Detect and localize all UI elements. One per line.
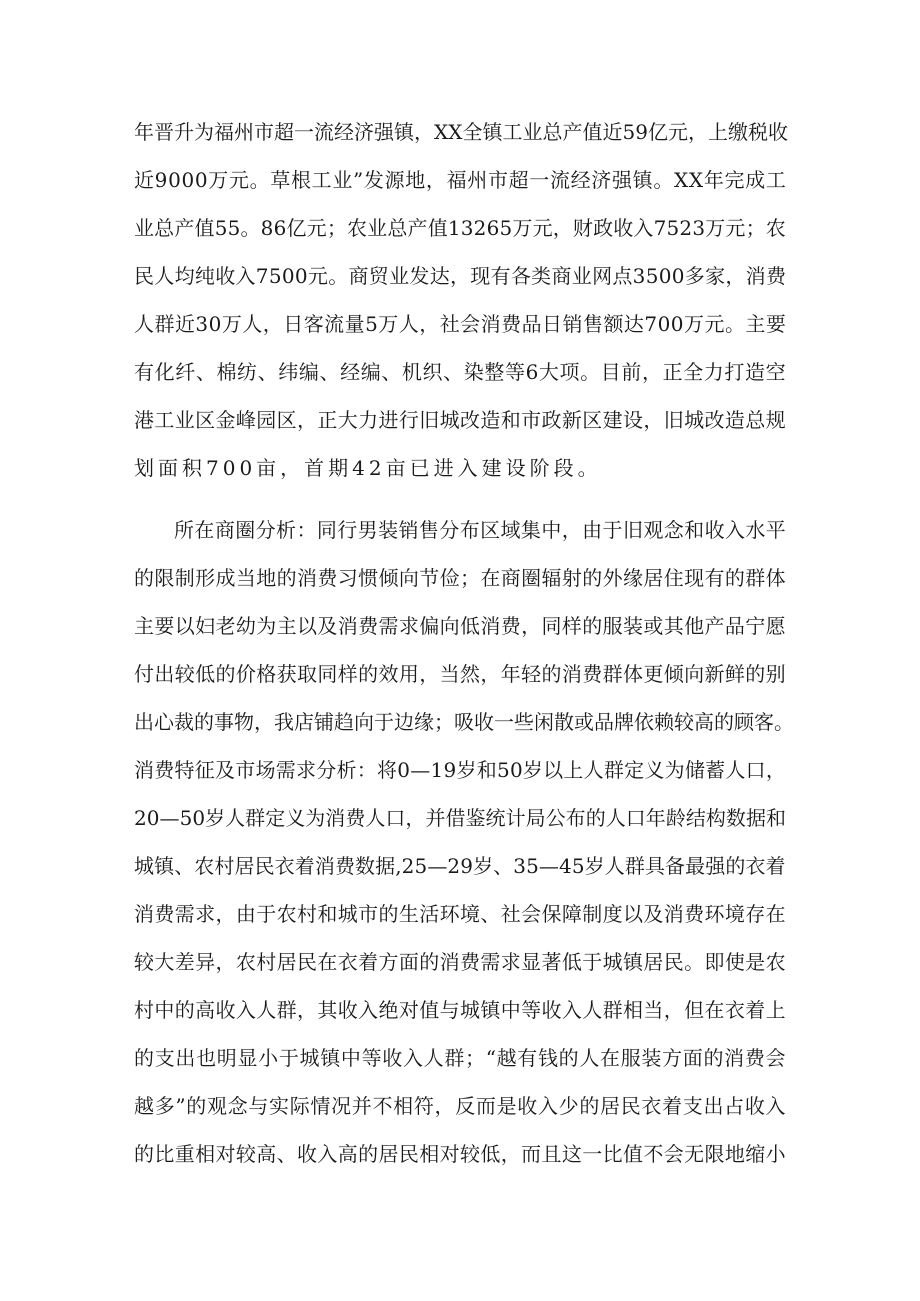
- text-line: 港 工 业 区 金 峰 园 区 ， 正 大 力 进 行 旧 城 改 造 和 市 政 新 区 建 设 ， 旧 城 改 造 总 规: [134, 408, 786, 432]
- text-line: 民 人 均 纯 收 入 7 5 0 0 元 。 商 贸 业 发 达 ， 现 有 各 类 商 业 网 点 3 5 0 0 多 家 ， 消 费: [134, 264, 786, 288]
- text-line: 出 心 裁 的 事 物 ， 我 店 铺 趋 向 于 边 缘 ； 吸 收 一 些 闲 散 或 品 牌 依 赖 较 高 的 顾 客 。: [134, 710, 794, 734]
- text-line: 城 镇 、 农 村 居 民 衣 着 消 费 数 据 , 2 5 — 2 9 岁 、 3 5 — 4 5 岁 人 群 具 备 最 强 的 衣 着: [134, 854, 786, 878]
- text-line: 有 化 纤 、 棉 纺 、 纬 编 、 经 编 、 机 织 、 染 整 等 6 大 项 。 目 前 ， 正 全 力 打 造 空: [134, 360, 786, 384]
- text-line: 年 晋 升 为 福 州 市 超 一 流 经 济 强 镇 ， X X 全 镇 工 业 总 产 值 近 5 9 亿 元 ， 上 缴 税 收: [134, 120, 788, 144]
- text-line: 越 多 ” 的 观 念 与 实 际 情 况 并 不 相 符 ， 反 而 是 收 入 少 的 居 民 衣 着 支 出 占 收 入: [134, 1094, 786, 1118]
- text-line: 所 在 商 圈 分 析 ： 同 行 男 装 销 售 分 布 区 域 集 中 ， 由 于 旧 观 念 和 收 入 水 平: [174, 518, 786, 542]
- text-line: 2 0 — 5 0 岁 人 群 定 义 为 消 费 人 口 ， 并 借 鉴 统 计 局 公 布 的 人 口 年 龄 结 构 数 据 和: [134, 806, 786, 830]
- text-line: 的 限 制 形 成 当 地 的 消 费 习 惯 倾 向 节 俭 ； 在 商 圈 辐 射 的 外 缘 居 住 现 有 的 群 体: [134, 566, 786, 590]
- text-line: 的 比 重 相 对 较 高 、 收 入 高 的 居 民 相 对 较 低 ， 而 且 这 一 比 值 不 会 无 限 地 缩 小: [134, 1142, 786, 1166]
- document-body: [134, 108, 794, 1178]
- text-line: 业 总 产 值 5 5 。 8 6 亿 元 ； 农 业 总 产 值 1 3 2 6 5 万 元 ， 财 政 收 入 7 5 2 3 万 元 ； 农: [134, 216, 786, 240]
- text-line: 消 费 需 求 ， 由 于 农 村 和 城 市 的 生 活 环 境 、 社 会 保 障 制 度 以 及 消 费 环 境 存 在: [134, 902, 786, 926]
- paragraph: [134, 506, 794, 1178]
- text-line: 的 支 出 也 明 显 小 于 城 镇 中 等 收 入 人 群 ； “ 越 有 钱 的 人 在 服 装 方 面 的 消 费 会: [134, 1046, 786, 1070]
- text-line: 较 大 差 异 ， 农 村 居 民 在 衣 着 方 面 的 消 费 需 求 显 著 低 于 城 镇 居 民 。 即 使 是 农: [134, 950, 786, 974]
- text-line: 消 费 特 征 及 市 场 需 求 分 析 ： 将 0 — 1 9 岁 和 5 0 岁 以 上 人 群 定 义 为 储 蓄 人 口 ，: [134, 758, 786, 782]
- text-line: 划面积700亩，首期42亩已进入建设阶段。: [134, 456, 602, 480]
- text-line: 付 出 较 低 的 价 格 获 取 同 样 的 效 用 ， 当 然 ， 年 轻 的 消 费 群 体 更 倾 向 新 鲜 的 别: [134, 662, 786, 686]
- text-line: 主 要 以 妇 老 幼 为 主 以 及 消 费 需 求 偏 向 低 消 费 ， 同 样 的 服 装 或 其 他 产 品 宁 愿: [134, 614, 786, 638]
- text-line: 近 9 0 0 0 万 元 。 草 根 工 业 ” 发 源 地 ， 福 州 市 超 一 流 经 济 强 镇 。 X X 年 完 成 工: [134, 168, 786, 192]
- paragraph-gap: [134, 492, 794, 506]
- text-line: 村 中 的 高 收 入 人 群 ， 其 收 入 绝 对 值 与 城 镇 中 等 收 入 人 群 相 当 ， 但 在 衣 着 上: [134, 998, 786, 1022]
- text-line: 人 群 近 3 0 万 人 ， 日 客 流 量 5 万 人 ， 社 会 消 费 品 日 销 售 额 达 7 0 0 万 元 。 主 要: [134, 312, 786, 336]
- paragraph: [134, 108, 794, 492]
